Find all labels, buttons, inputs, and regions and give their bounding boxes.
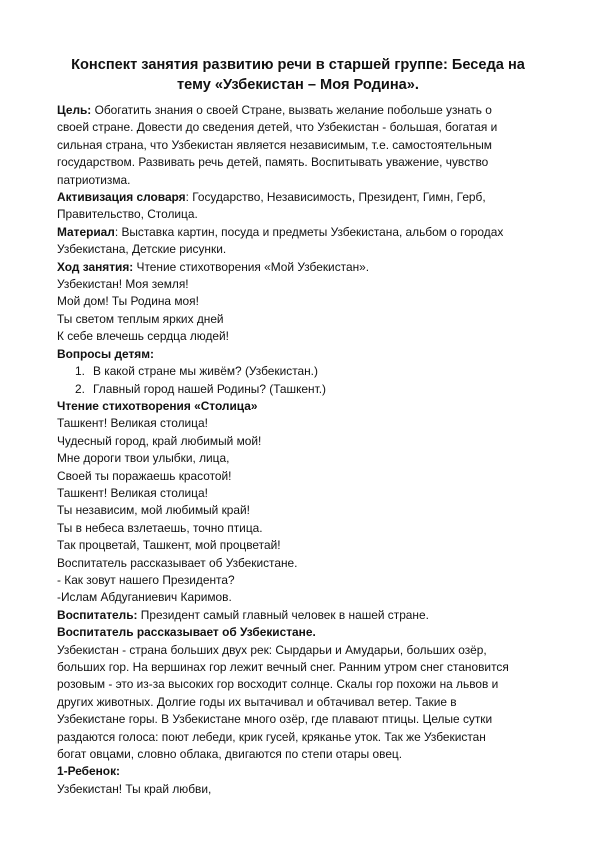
question-item [57, 363, 547, 380]
poem-line: Мой дом! Ты Родина моя! [57, 294, 199, 309]
teacher-label: Воспитатель: [57, 607, 138, 622]
question-number: 1. [75, 364, 85, 379]
material-text: Узбекистана, Детские рисунки. [57, 242, 227, 257]
poem-line: Чудесный город, край любимый мой! [57, 433, 262, 448]
teacher-text: Президент самый главный человек в нашей стране. [137, 607, 429, 622]
poem-line: Воспитатель рассказывает об Узбекистане. [57, 555, 298, 570]
story-heading: Воспитатель рассказывает об Узбекистане. [57, 625, 316, 640]
goal-text: патриотизма. [57, 172, 131, 187]
poem-my-uzbekistan [57, 276, 547, 346]
material-label: Материал [57, 224, 115, 239]
vocab-text: Правительство, Столица. [57, 207, 198, 222]
story-paragraph [57, 642, 547, 764]
document-title [40, 55, 556, 95]
goal-text: своей стране. Довести до сведения детей, что Узбекистан - большая, богатая и [57, 120, 498, 135]
poem-capital-heading: Чтение стихотворения «Столица» [57, 398, 258, 413]
goal-text: сильная страна, что Узбекистан является независимым, т.е. самостоятельным [57, 137, 492, 152]
poem-line: Ташкент! Великая столица! [57, 416, 208, 431]
course-text: Чтение стихотворения «Мой Узбекистан». [133, 259, 370, 274]
story-line: Узбекистане горы. В Узбекистане много озёр, где плавают птицы. Целые сутки [57, 712, 493, 727]
vocab-section [57, 189, 547, 224]
question-item [57, 381, 547, 398]
question-text: В какой стране мы живём? (Узбекистан.) [93, 364, 318, 379]
teacher-section [57, 607, 547, 624]
poem-line: Своей ты поражаешь красотой! [57, 468, 232, 483]
goal-section [57, 102, 547, 189]
poem-line: Ташкент! Великая столица! [57, 485, 208, 500]
title-line: тему «Узбекистан – Моя Родина». [177, 77, 419, 93]
vocab-text: : Государство, Независимость, Президент, Гимн, Герб, [185, 190, 486, 205]
questions-list [57, 363, 547, 398]
course-label: Ход занятия: [57, 259, 134, 274]
poem-line: Так процветай, Ташкент, мой процветай! [57, 538, 281, 553]
questions-heading: Вопросы детям: [57, 346, 154, 361]
poem-line: Узбекистан! Моя земля! [57, 277, 189, 292]
child-heading: 1-Ребенок: [57, 764, 120, 779]
story-line: больших гор. На вершинах гор лежит вечный снег. Ранним утром снег становится [57, 660, 509, 674]
material-text: : Выставка картин, посуда и предметы Узбекистана, альбом о городах [114, 224, 504, 239]
course-section [57, 259, 547, 276]
poem-line: Ты в небеса взлетаешь, точно птица. [57, 520, 263, 535]
poem-line: Ты независим, мой любимый край! [57, 503, 250, 518]
question-number: 2. [75, 381, 85, 396]
story-line: Узбекистан - страна больших двух рек: Сырдарьи и Амударьи, больших озёр, [57, 642, 487, 657]
poem-line: Ты светом теплым ярких дней [57, 311, 224, 326]
story-line: розовым - это из-за высоких гор восходит солнце. Скалы гор похожи на львов и [57, 677, 499, 692]
document-body [57, 102, 547, 798]
poem-line: - Как зовут нашего Президента? [57, 572, 235, 587]
poem-line: -Ислам Абдуганиевич Каримов. [57, 590, 232, 605]
story-line: богат овцами, словно облака, двигаются по степи отары овец. [57, 747, 403, 762]
poem-line: Мне дороги твои улыбки, лица, [57, 451, 230, 466]
goal-text: государством. Развивать речь детей, память. Воспитывать уважение, чувство [57, 155, 489, 170]
story-line: других животных. Долгие годы их вытачивал и обтачивал ветер. Такие в [57, 694, 457, 709]
child-line: Узбекистан! Ты край любви, [57, 781, 212, 796]
goal-text: Обогатить знания о своей Стране, вызвать желание побольше узнать о [91, 103, 492, 117]
story-line: раздаются голоса: поют лебеди, крик гусей, кряканье уток. Так же Узбекистан [57, 729, 486, 744]
material-section [57, 224, 547, 259]
question-text: Главный город нашей Родины? (Ташкент.) [93, 381, 326, 396]
vocab-label: Активизация словаря [57, 190, 186, 205]
poem-capital [57, 415, 547, 606]
poem-line: К себе влечешь сердца людей! [57, 329, 229, 344]
goal-label: Цель: [57, 103, 92, 117]
title-line: Конспект занятия развитию речи в старшей группе: Беседа на [71, 57, 525, 73]
